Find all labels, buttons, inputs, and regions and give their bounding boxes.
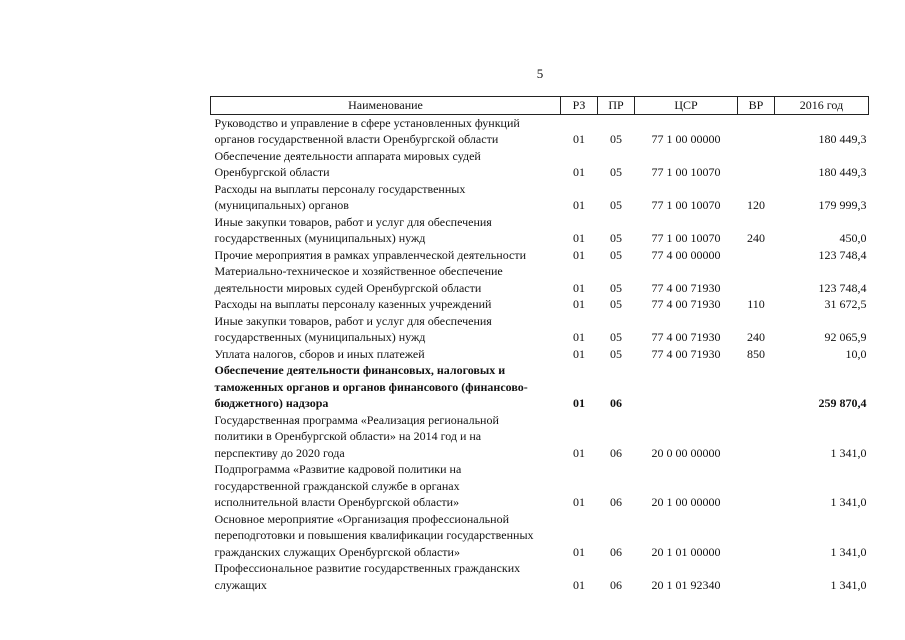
row-name-line: государственной гражданской службе в органах	[214, 478, 460, 493]
row-name-line: Уплата налогов, сборов и иных платежей	[214, 346, 425, 361]
row-name-line: Расходы на выплаты персоналу казенных учреждений	[214, 297, 492, 311]
row-csr: 20 1 01 92340	[651, 577, 721, 592]
row-rz: 01	[573, 280, 585, 295]
row-rz: 01	[573, 396, 585, 410]
row-csr: 77 1 00 00000	[651, 132, 721, 146]
row-pr: 05	[610, 198, 622, 212]
row-rz: 01	[573, 198, 585, 212]
row-name-line: Материально-техническое и хозяйственное обеспечение	[214, 264, 503, 278]
header-row	[211, 97, 869, 115]
row-sum: 259 870,4	[818, 396, 867, 410]
table-row	[211, 148, 869, 181]
row-rz: 01	[573, 544, 585, 559]
row-vr: 110	[747, 297, 765, 311]
row-csr	[635, 362, 738, 412]
row-name	[211, 181, 561, 214]
table-row	[211, 313, 869, 346]
row-name-line: перспективу до 2020 года	[214, 445, 345, 460]
row-vr	[738, 114, 775, 148]
row-pr: 05	[610, 132, 622, 146]
row-name	[211, 114, 561, 148]
table-row	[211, 214, 869, 247]
row-rz: 01	[573, 297, 585, 311]
row-name	[211, 247, 561, 264]
row-pr: 05	[610, 247, 622, 262]
row-name	[211, 560, 561, 593]
table-row	[211, 560, 869, 593]
row-sum: 180 449,3	[818, 132, 867, 146]
row-pr: 06	[610, 445, 622, 460]
row-vr: 240	[747, 231, 765, 245]
row-name-line: политики в Оренбургской области» на 2014 год и на	[214, 429, 482, 443]
row-name-line: государственных (муниципальных) нужд	[214, 231, 426, 245]
row-sum: 123 748,4	[818, 280, 867, 295]
row-vr	[738, 560, 775, 593]
row-name	[211, 296, 561, 313]
row-sum: 10,0	[845, 346, 867, 361]
row-vr	[738, 511, 775, 561]
row-rz: 01	[573, 247, 585, 262]
row-rz: 01	[573, 132, 585, 146]
row-name-line: Обеспечение деятельности аппарата мировых судей	[214, 148, 481, 163]
row-sum: 179 999,3	[818, 198, 867, 212]
row-sum: 450,0	[839, 231, 867, 245]
row-sum: 123 748,4	[818, 247, 867, 262]
row-csr: 77 4 00 71930	[651, 280, 721, 295]
row-vr: 120	[747, 198, 765, 212]
table-row	[211, 412, 869, 462]
row-name-line: Профессиональное развитие государственных гражданских	[214, 561, 521, 575]
row-name-line: исполнительной власти Оренбургской области»	[214, 495, 460, 509]
row-csr: 20 1 00 00000	[651, 495, 721, 509]
row-name	[211, 346, 561, 363]
row-csr: 77 4 00 71930	[651, 330, 721, 344]
row-name-line: Руководство и управление в сфере установленных функций	[214, 115, 520, 130]
header-csr: ЦСР	[635, 97, 738, 115]
header-name: Наименование	[211, 97, 561, 115]
header-vr: ВР	[738, 97, 775, 115]
row-sum: 1 341,0	[830, 445, 867, 460]
row-vr	[738, 247, 775, 264]
row-name	[211, 148, 561, 181]
table-row	[211, 511, 869, 561]
row-sum: 92 065,9	[824, 330, 867, 344]
row-vr	[738, 362, 775, 412]
header-sum: 2016 год	[775, 97, 869, 115]
table-body	[211, 114, 869, 593]
row-vr: 240	[747, 330, 765, 344]
table-row	[211, 362, 869, 412]
row-name-line: Иные закупки товаров, работ и услуг для обеспечения	[214, 313, 492, 328]
row-name-line: переподготовки и повышения квалификации государственных	[214, 528, 534, 542]
row-name-line: Обеспечение деятельности финансовых, налоговых и	[214, 363, 506, 377]
row-name-line: Основное мероприятие «Организация профессиональной	[214, 511, 509, 526]
row-name	[211, 412, 561, 462]
row-rz: 01	[573, 495, 585, 509]
row-csr: 77 4 00 71930	[651, 297, 721, 311]
table-row	[211, 461, 869, 511]
row-sum: 1 341,0	[830, 544, 867, 559]
row-name-line: гражданских служащих Оренбургской области»	[214, 544, 460, 559]
table-row	[211, 247, 869, 264]
row-csr: 77 4 00 71930	[651, 346, 721, 361]
row-pr: 05	[610, 280, 622, 295]
row-pr: 05	[610, 165, 622, 179]
row-rz: 01	[573, 165, 585, 179]
row-name	[211, 362, 561, 412]
row-csr: 77 1 00 10070	[651, 165, 721, 179]
header-rz: РЗ	[561, 97, 598, 115]
row-pr: 05	[610, 231, 622, 245]
row-pr: 06	[610, 495, 622, 509]
row-vr	[738, 263, 775, 296]
row-rz: 01	[573, 231, 585, 245]
table-row	[211, 114, 869, 148]
row-name-line: служащих	[214, 577, 267, 592]
row-csr: 20 1 01 00000	[651, 544, 721, 559]
row-pr: 06	[610, 396, 622, 410]
row-name-line: Расходы на выплаты персоналу государственных	[214, 181, 466, 196]
row-csr: 77 1 00 10070	[651, 198, 721, 212]
row-name	[211, 511, 561, 561]
row-name-line: таможенных органов и органов финансового (финансово-	[214, 379, 528, 394]
row-csr: 77 4 00 00000	[651, 247, 721, 262]
row-pr: 05	[610, 346, 622, 361]
page-number: 5	[536, 66, 544, 81]
row-name-line: (муниципальных) органов	[214, 198, 349, 212]
row-rz: 01	[573, 346, 585, 361]
row-sum: 1 341,0	[830, 577, 867, 592]
table-header	[211, 97, 869, 115]
row-pr: 06	[610, 544, 622, 559]
row-csr: 20 0 00 00000	[651, 445, 721, 460]
budget-table	[210, 96, 869, 593]
row-name	[211, 263, 561, 296]
row-name	[211, 461, 561, 511]
row-pr: 05	[610, 330, 622, 344]
row-vr	[738, 412, 775, 462]
row-name-line: деятельности мировых судей Оренбургской области	[214, 280, 482, 295]
row-pr: 05	[610, 297, 622, 311]
row-name	[211, 214, 561, 247]
row-csr: 77 1 00 10070	[651, 231, 721, 245]
row-name-line: бюджетного) надзора	[214, 396, 329, 410]
row-rz: 01	[573, 445, 585, 460]
row-name-line: Государственная программа «Реализация региональной	[214, 412, 499, 427]
row-name-line: Подпрограмма «Развитие кадровой политики на	[214, 462, 462, 476]
row-vr: 850	[747, 346, 765, 361]
table-row	[211, 296, 869, 313]
table-row	[211, 181, 869, 214]
row-sum: 31 672,5	[824, 297, 867, 311]
row-vr	[738, 461, 775, 511]
header-pr: ПР	[598, 97, 635, 115]
row-vr	[738, 148, 775, 181]
table-row	[211, 346, 869, 363]
row-sum: 1 341,0	[830, 495, 867, 509]
table-row	[211, 263, 869, 296]
row-rz: 01	[573, 330, 585, 344]
row-rz: 01	[573, 577, 585, 592]
row-pr: 06	[610, 577, 622, 592]
row-name-line: Иные закупки товаров, работ и услуг для обеспечения	[214, 214, 492, 229]
row-name-line: государственных (муниципальных) нужд	[214, 330, 426, 344]
row-name-line: Прочие мероприятия в рамках управленческой деятельности	[214, 247, 526, 262]
row-name-line: органов государственной власти Оренбургской области	[214, 132, 499, 146]
row-sum: 180 449,3	[818, 165, 867, 179]
row-name-line: Оренбургской области	[214, 165, 330, 179]
row-name	[211, 313, 561, 346]
